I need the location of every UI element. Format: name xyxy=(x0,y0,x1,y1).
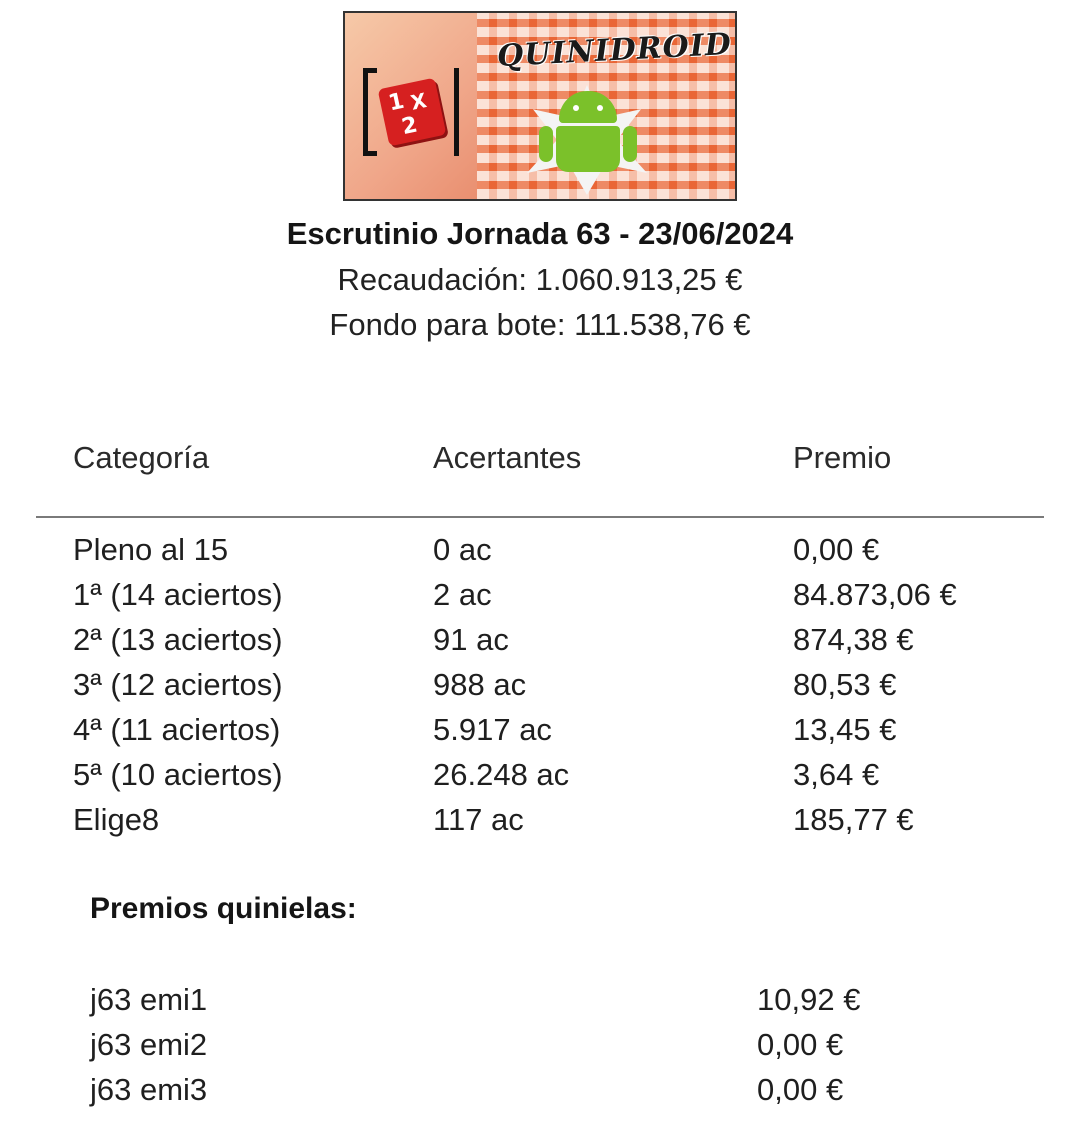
column-header-acertantes: Acertantes xyxy=(433,440,582,475)
row-acertantes: 91 ac xyxy=(433,622,509,657)
quiniela-amount: 10,92 € xyxy=(757,982,861,1017)
dice-1x2-icon xyxy=(378,78,447,147)
header-divider xyxy=(36,516,1044,518)
android-robot-arm-right xyxy=(623,126,637,162)
row-acertantes: 5.917 ac xyxy=(433,712,552,747)
android-robot-body xyxy=(556,126,620,172)
row-acertantes: 988 ac xyxy=(433,667,527,702)
row-acertantes: 117 ac xyxy=(433,802,524,837)
row-categoria: 1ª (14 aciertos) xyxy=(73,577,283,612)
row-premio: 0,00 € xyxy=(793,532,880,567)
row-premio: 80,53 € xyxy=(793,667,897,702)
row-premio: 185,77 € xyxy=(793,802,914,837)
android-robot-arm-left xyxy=(539,126,553,162)
row-acertantes: 26.248 ac xyxy=(433,757,570,792)
quiniela-name: j63 emi3 xyxy=(90,1072,208,1107)
row-acertantes: 0 ac xyxy=(433,532,492,567)
quinidroid-banner xyxy=(343,11,737,201)
page-title: Escrutinio Jornada 63 - 23/06/2024 xyxy=(286,216,794,251)
quiniela-amount: 0,00 € xyxy=(757,1072,844,1107)
row-categoria: Elige8 xyxy=(73,802,160,837)
column-header-premio: Premio xyxy=(793,440,892,475)
fondo-bote-text: Fondo para bote: 111.538,76 € xyxy=(329,307,751,342)
quiniela-name: j63 emi1 xyxy=(90,982,208,1017)
row-premio: 3,64 € xyxy=(793,757,880,792)
row-premio: 84.873,06 € xyxy=(793,577,957,612)
dice-symbol-1: 1 xyxy=(386,88,407,117)
column-header-categoria: Categoría xyxy=(73,440,210,475)
quiniela-name: j63 emi2 xyxy=(90,1027,208,1062)
quiniela-amount: 0,00 € xyxy=(757,1027,844,1062)
recaudacion-text: Recaudación: 1.060.913,25 € xyxy=(337,262,743,297)
row-acertantes: 2 ac xyxy=(433,577,492,612)
row-categoria: 4ª (11 aciertos) xyxy=(73,712,281,747)
dice-symbol-x: X xyxy=(408,88,429,115)
row-categoria: 5ª (10 aciertos) xyxy=(73,757,283,792)
row-categoria: 2ª (13 aciertos) xyxy=(73,622,283,657)
quinidroid-logo-text: QUINIDROID xyxy=(496,26,733,75)
dice-symbol-2: 2 xyxy=(399,112,420,141)
premios-quinielas-title: Premios quinielas: xyxy=(90,892,357,925)
row-premio: 874,38 € xyxy=(793,622,914,657)
row-categoria: Pleno al 15 xyxy=(73,532,229,567)
row-premio: 13,45 € xyxy=(793,712,897,747)
row-categoria: 3ª (12 aciertos) xyxy=(73,667,283,702)
